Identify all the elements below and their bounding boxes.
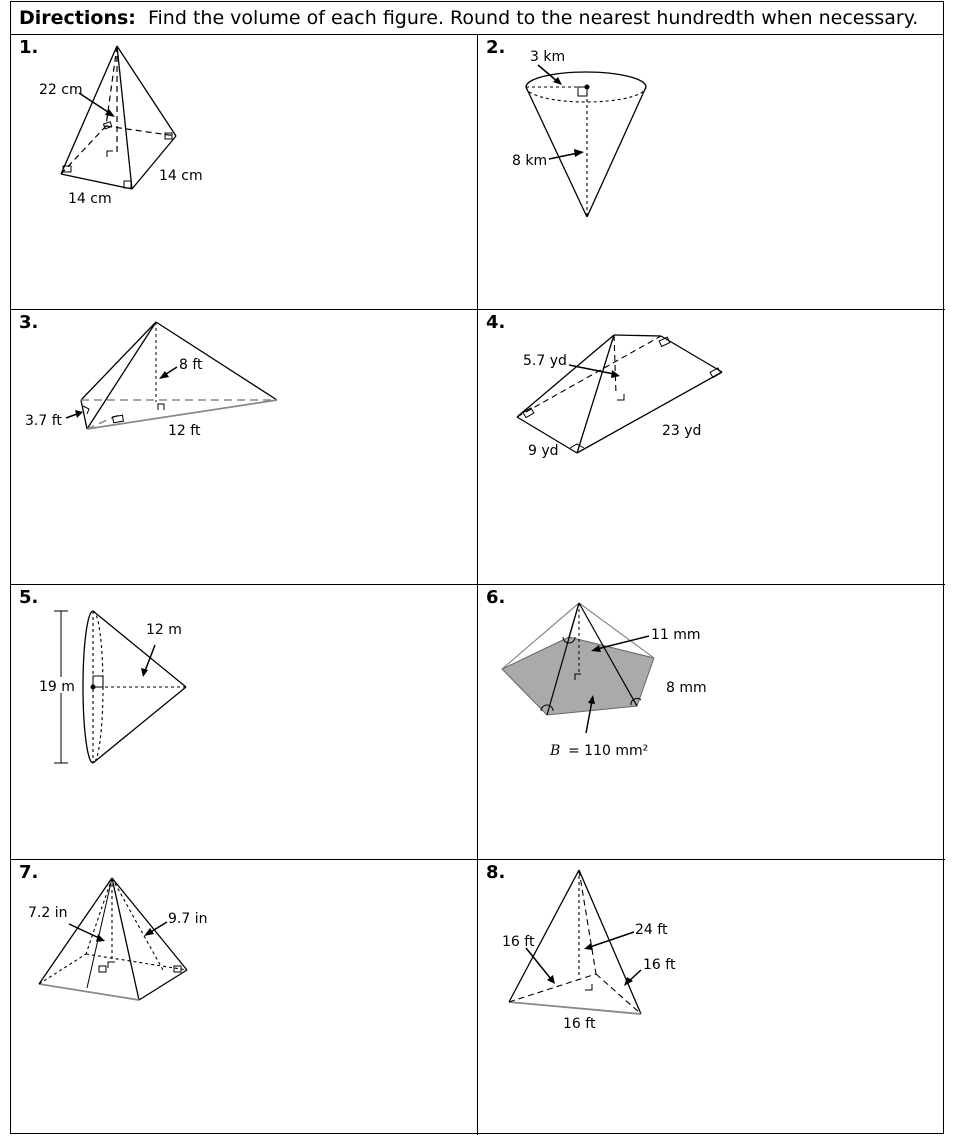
base-length-label: 14 cm — [159, 168, 203, 184]
square-pyramid-figure — [11, 860, 478, 1135]
triangular-pyramid-figure — [478, 860, 945, 1135]
pentagonal-pyramid-figure — [478, 585, 945, 860]
radius-label: 3 km — [530, 49, 566, 65]
directions-label: Directions: — [19, 7, 136, 29]
slant-height-label: 11 mm — [651, 627, 701, 643]
base-width-label: 9 yd — [528, 443, 559, 459]
problem-3-cell — [11, 310, 478, 585]
height-label: 7.2 in — [28, 905, 68, 921]
problem-7-cell — [11, 860, 478, 1135]
rectangular-pyramid-figure — [478, 310, 945, 585]
problem-5-cell — [11, 585, 478, 860]
slant-height-label: 22 cm — [39, 82, 83, 98]
problem-1-cell — [11, 35, 478, 310]
problem-number: 8. — [486, 862, 506, 883]
problem-number: 2. — [486, 37, 506, 58]
problem-number: 4. — [486, 312, 506, 333]
problem-number: 1. — [19, 37, 39, 58]
side-length-label: 8 mm — [666, 680, 707, 696]
directions-header — [11, 2, 943, 35]
cone-figure — [478, 35, 945, 310]
slant-height-label: 9.7 in — [168, 911, 208, 927]
problem-number: 3. — [19, 312, 39, 333]
problem-4-cell — [478, 310, 945, 585]
slant-height-label: 5.7 yd — [523, 353, 567, 369]
radius-label: 12 m — [146, 622, 182, 638]
directions-text: Find the volume of each figure. Round to the nearest hundredth when necessary. — [147, 7, 919, 29]
height-label: 8 ft — [179, 357, 203, 373]
problem-number: 5. — [19, 587, 39, 608]
slant-height-label: 24 ft — [635, 922, 668, 938]
problem-2-cell — [478, 35, 945, 310]
base-height-label: 3.7 ft — [25, 413, 62, 429]
worksheet — [10, 1, 944, 1134]
square-pyramid-figure — [11, 35, 478, 310]
height-label: 8 km — [512, 153, 548, 169]
triangular-pyramid-figure — [11, 310, 478, 585]
sideways-cone-figure — [11, 585, 478, 860]
base-area-label: = 110 mm² — [568, 743, 649, 759]
base-length-label: 16 ft — [563, 1016, 596, 1032]
problem-6-cell — [478, 585, 945, 860]
problem-number: 7. — [19, 862, 39, 883]
base-length-label: 12 ft — [168, 423, 201, 439]
base-area-variable: B — [550, 743, 561, 759]
base-height-label: 16 ft — [643, 957, 676, 973]
problem-8-cell — [478, 860, 945, 1135]
problem-number: 6. — [486, 587, 506, 608]
base-length-label: 23 yd — [662, 423, 702, 439]
base-side-label: 16 ft — [502, 934, 535, 950]
base-width-label: 14 cm — [68, 191, 112, 207]
height-label: 19 m — [39, 679, 75, 695]
